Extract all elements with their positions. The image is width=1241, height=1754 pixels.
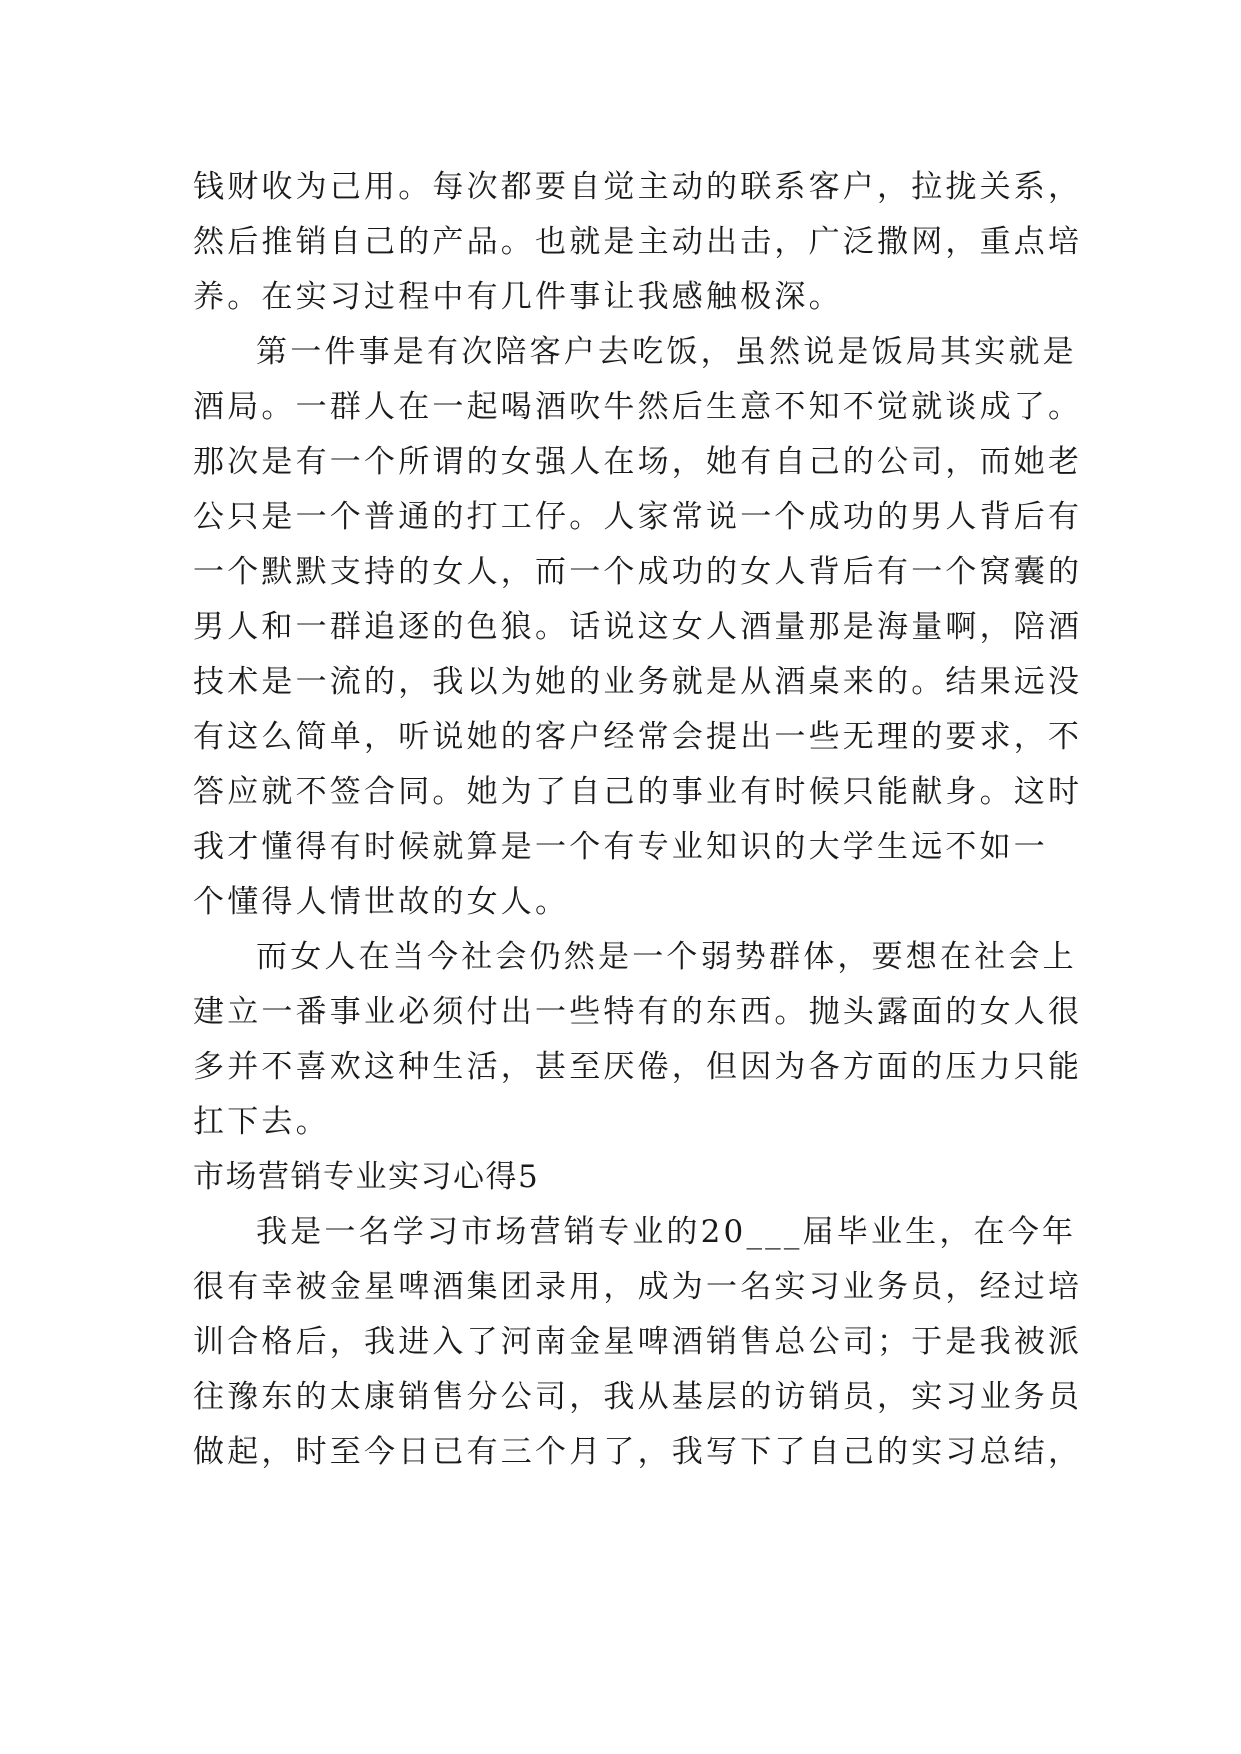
paragraph-line: 男人和一群追逐的色狼。话说这女人酒量那是海量啊，陪酒 xyxy=(193,609,1083,645)
paragraph-first-line: 而女人在当今社会仍然是一个弱势群体，要想在社会上 xyxy=(256,939,1077,975)
paragraph-line: 然后推销自己的产品。也就是主动出击，广泛撒网，重点培 xyxy=(193,224,1083,260)
paragraph-line: 训合格后，我进入了河南金星啤酒销售总公司；于是我被派 xyxy=(193,1324,1083,1360)
paragraph-line: 答应就不签合同。她为了自己的事业有时候只能献身。这时 xyxy=(193,774,1083,810)
paragraph-line: 酒局。一群人在一起喝酒吹牛然后生意不知不觉就谈成了。 xyxy=(193,389,1083,425)
paragraph-line: 钱财收为己用。每次都要自觉主动的联系客户，拉拢关系， xyxy=(193,169,1083,205)
paragraph-line: 我才懂得有时候就算是一个有专业知识的大学生远不如一 xyxy=(193,829,1048,865)
paragraph-line: 那次是有一个所谓的女强人在场，她有自己的公司，而她老 xyxy=(193,444,1083,480)
paragraph-line: 技术是一流的，我以为她的业务就是从酒桌来的。结果远没 xyxy=(193,664,1083,700)
paragraph-line: 往豫东的太康销售分公司，我从基层的访销员，实习业务员 xyxy=(193,1379,1083,1415)
paragraph-first-line: 我是一名学习市场营销专业的20___届毕业生，在今年 xyxy=(256,1214,1077,1250)
paragraph-line: 养。在实习过程中有几件事让我感触极深。 xyxy=(193,279,843,315)
section-heading: 市场营销专业实习心得5 xyxy=(193,1159,540,1195)
paragraph-line: 个懂得人情世故的女人。 xyxy=(193,884,570,920)
paragraph-line: 一个默默支持的女人，而一个成功的女人背后有一个窝囊的 xyxy=(193,554,1083,590)
paragraph-line: 建立一番事业必须付出一些特有的东西。抛头露面的女人很 xyxy=(193,994,1083,1030)
paragraph-first-line: 第一件事是有次陪客户去吃饭，虽然说是饭局其实就是 xyxy=(256,334,1077,370)
paragraph-line: 很有幸被金星啤酒集团录用，成为一名实习业务员，经过培 xyxy=(193,1269,1083,1305)
paragraph-line: 多并不喜欢这种生活，甚至厌倦，但因为各方面的压力只能 xyxy=(193,1049,1083,1085)
paragraph-line: 公只是一个普通的打工仔。人家常说一个成功的男人背后有 xyxy=(193,499,1083,535)
paragraph-line: 扛下去。 xyxy=(193,1104,330,1140)
paragraph-line: 做起，时至今日已有三个月了，我写下了自己的实习总结， xyxy=(193,1434,1083,1470)
paragraph-line: 有这么简单，听说她的客户经常会提出一些无理的要求，不 xyxy=(193,719,1083,755)
